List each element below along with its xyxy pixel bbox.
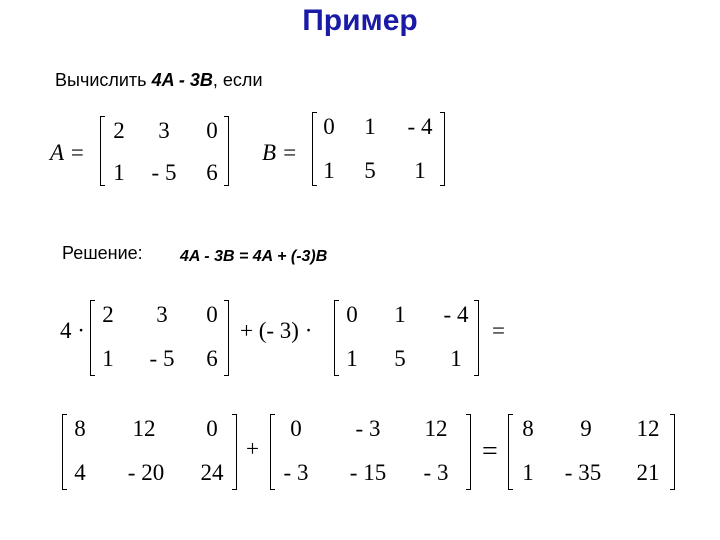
- matrix-a-cell: 2: [113, 118, 125, 143]
- matrix-b-cell: 1: [364, 114, 376, 139]
- matrix-b-cell: 1: [414, 158, 426, 183]
- task-suffix: , если: [212, 70, 263, 90]
- step2-matrix2-cell: - 15: [349, 460, 387, 485]
- step2-result-cell: 12: [636, 416, 660, 441]
- matrix-b-cell: - 4: [407, 114, 433, 139]
- step1-left-matrix-cell: 3: [156, 302, 168, 327]
- matrix-a-cell: 0: [206, 118, 218, 143]
- step1-right-matrix-cell: 5: [394, 346, 406, 371]
- step1-left-matrix-cell: 6: [206, 346, 218, 371]
- step1-right-matrix-cell: 1: [394, 302, 406, 327]
- step1-left-matrix-cell: 2: [102, 302, 114, 327]
- step1-left-matrix-cell: 1: [102, 346, 114, 371]
- step1-middle-operator: + (- 3) ·: [240, 318, 313, 343]
- page-title: Пример: [302, 4, 418, 37]
- step2-result-cell: 9: [580, 416, 592, 441]
- step1-equals: =: [492, 318, 505, 343]
- task-expression: 4A - 3B: [151, 70, 213, 90]
- step2-matrix2-cell: - 3: [283, 460, 309, 485]
- matrix-b-cell: 1: [323, 158, 335, 183]
- step2-plus: +: [246, 436, 259, 461]
- solution-label: Решение:: [62, 243, 143, 263]
- step2-equals: =: [482, 436, 498, 467]
- matrix-a-cell: 3: [158, 118, 170, 143]
- step2-matrix1-cell: 8: [74, 416, 86, 441]
- step2-matrix1-cell: 4: [74, 460, 86, 485]
- task-statement: [55, 70, 263, 91]
- matrix-a-cell: 1: [113, 160, 125, 185]
- step2-result-cell: 21: [636, 460, 660, 485]
- step1-right-matrix-cell: 0: [346, 302, 358, 327]
- matrix-a-label: A =: [50, 140, 85, 165]
- step2-result-right-bracket: [670, 414, 675, 490]
- step2-matrix1-cell: - 20: [127, 460, 165, 485]
- matrix-b-cell: 0: [323, 114, 335, 139]
- solution-identity: 4A - 3B = 4A + (-3)B: [180, 248, 328, 265]
- step2-result-cell: 8: [522, 416, 534, 441]
- matrix-a-cell: - 5: [151, 160, 177, 185]
- matrix-a-cell: 6: [206, 160, 218, 185]
- step2-matrix2-cell: - 3: [355, 416, 381, 441]
- step1-right-matrix-cell: 1: [450, 346, 462, 371]
- step2-matrix1-cell: 12: [132, 416, 156, 441]
- task-prefix: Вычислить: [55, 70, 152, 90]
- step2-matrix2-cell: - 3: [423, 460, 449, 485]
- step1-right-matrix-cell: - 4: [443, 302, 469, 327]
- step1-right-matrix-cell: 1: [346, 346, 358, 371]
- step1-left-matrix-cell: - 5: [149, 346, 175, 371]
- step2-result-cell: 1: [522, 460, 534, 485]
- step2-matrix2-cell: 0: [290, 416, 302, 441]
- step1-coefficient: 4 ·: [60, 318, 85, 343]
- step2-matrix1-cell: 0: [206, 416, 218, 441]
- matrix-b-label: B =: [262, 140, 298, 165]
- step2-matrix2-right-bracket: [466, 414, 471, 490]
- matrix-b-cell: 5: [364, 158, 376, 183]
- step1-left-matrix-cell: 0: [206, 302, 218, 327]
- step2-matrix1-cell: 24: [200, 460, 224, 485]
- step2-matrix2-cell: 12: [424, 416, 448, 441]
- step2-result-cell: - 35: [564, 460, 602, 485]
